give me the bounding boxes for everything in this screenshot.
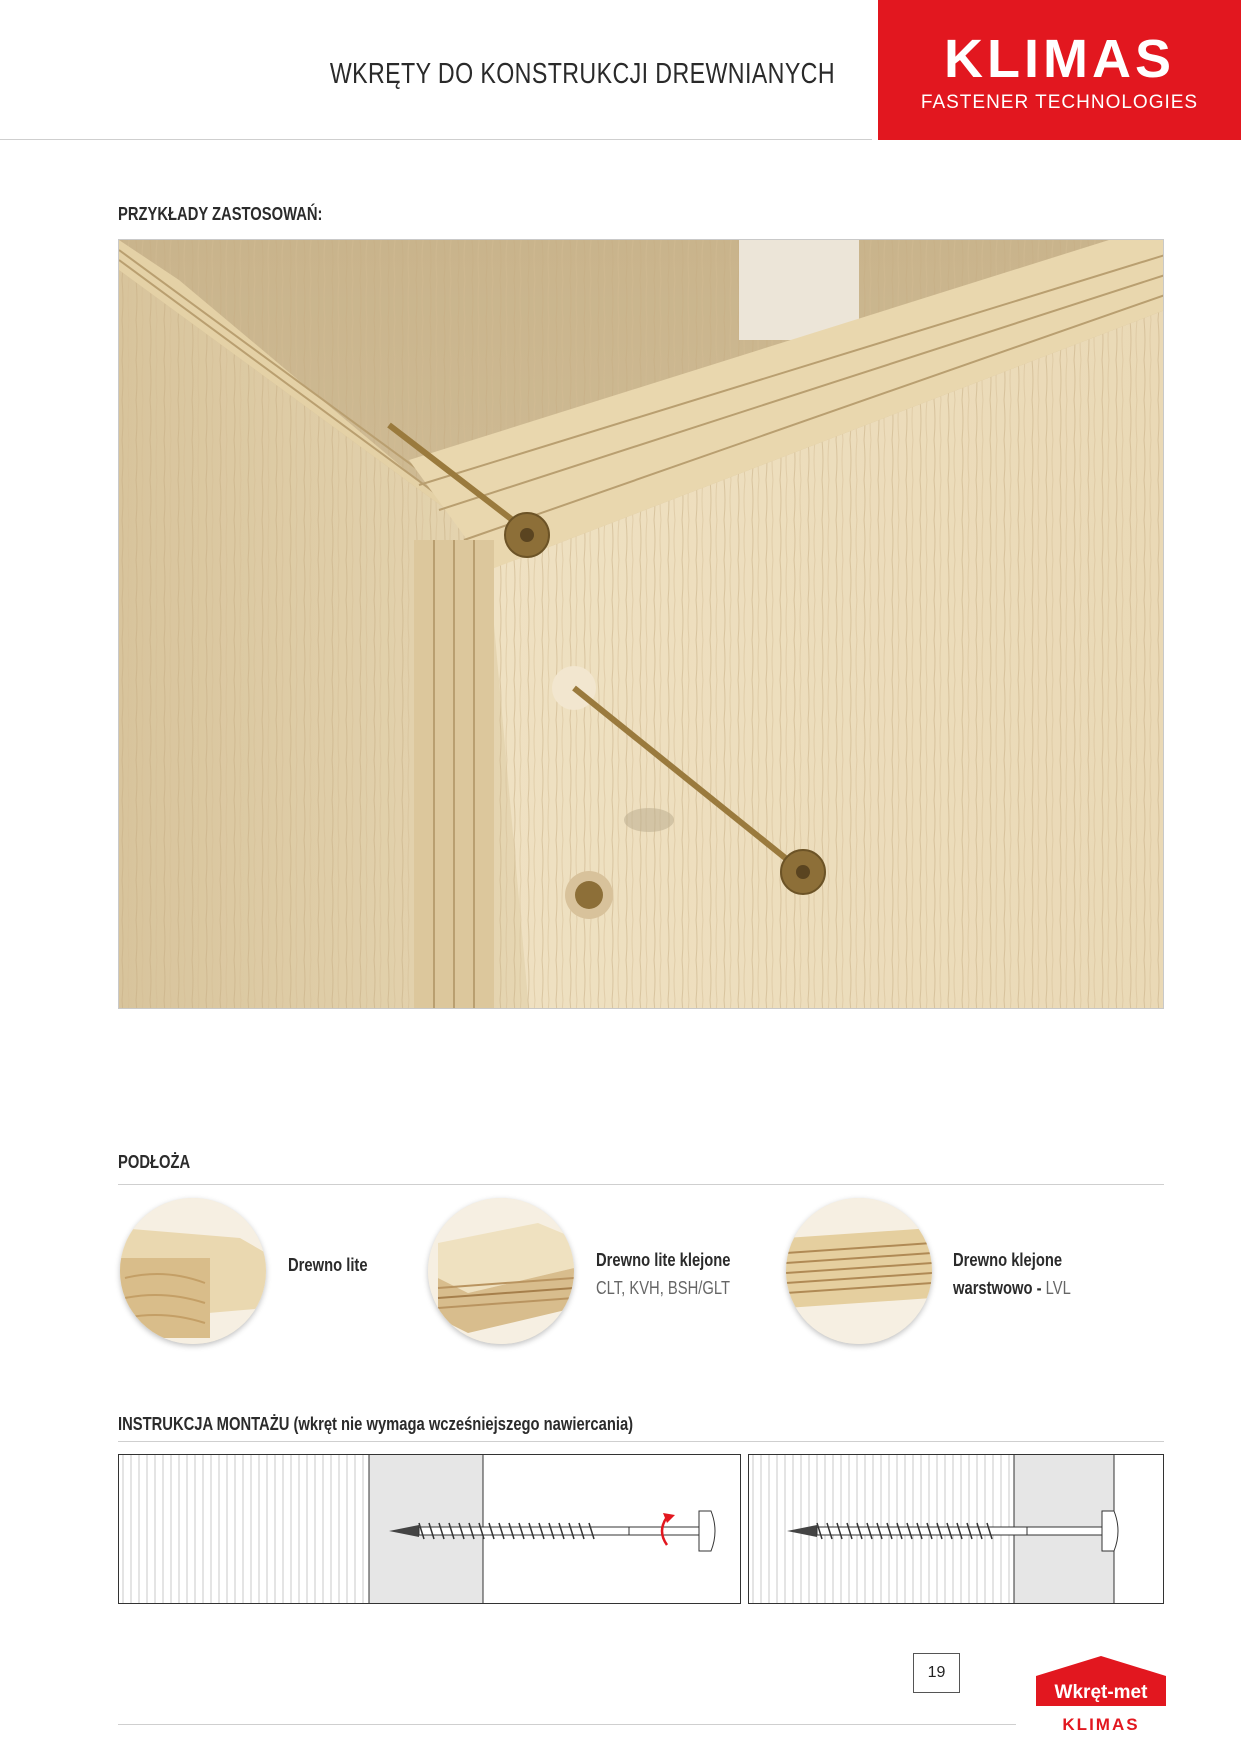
substrate-name: Drewno lite klejone <box>596 1250 731 1270</box>
logo-text: Wkręt-met <box>1054 1682 1148 1703</box>
header-divider <box>0 139 872 140</box>
substrate-detail: CLT, KVH, BSH/GLT <box>596 1278 730 1298</box>
wkret-met-logo <box>1030 1654 1172 1736</box>
example-illustration <box>118 239 1164 1009</box>
brand-tagline: FASTENER TECHNOLOGIES <box>920 92 1199 113</box>
clt-corner-illustration <box>119 240 1164 1009</box>
footer-divider <box>118 1724 1016 1725</box>
brand-logo-block <box>878 0 1241 140</box>
substrate-label-lvl <box>953 1246 1071 1302</box>
installation-step-2-diagram <box>748 1454 1164 1604</box>
substrate-label-glued-wood <box>596 1246 731 1302</box>
installation-step-1-diagram <box>118 1454 741 1604</box>
substrate-name: Drewno klejone <box>953 1250 1063 1270</box>
substrate-name-line2: warstwowo - LVL <box>953 1278 1071 1298</box>
glued-wood-image <box>428 1198 574 1344</box>
substrate-detail: LVL <box>1045 1278 1071 1298</box>
substrates-divider <box>118 1184 1164 1185</box>
substrate-label-solid-wood: Drewno lite <box>288 1255 368 1275</box>
substrates-heading: PODŁOŻA <box>118 1152 191 1172</box>
logo-subtext: KLIMAS <box>1062 1715 1140 1734</box>
installation-divider <box>118 1441 1164 1442</box>
installation-heading: INSTRUKCJA MONTAŻU (wkręt nie wymaga wcześniejszego nawiercania) <box>118 1414 634 1434</box>
brand-name: KLIMAS <box>944 29 1175 89</box>
document-title: WKRĘTY DO KONSTRUKCJI DREWNIANYCH <box>329 58 835 90</box>
page-number: 19 <box>913 1653 960 1693</box>
examples-heading: PRZYKŁADY ZASTOSOWAŃ: <box>118 204 323 224</box>
lvl-wood-image <box>786 1198 932 1344</box>
solid-wood-image <box>120 1198 266 1344</box>
